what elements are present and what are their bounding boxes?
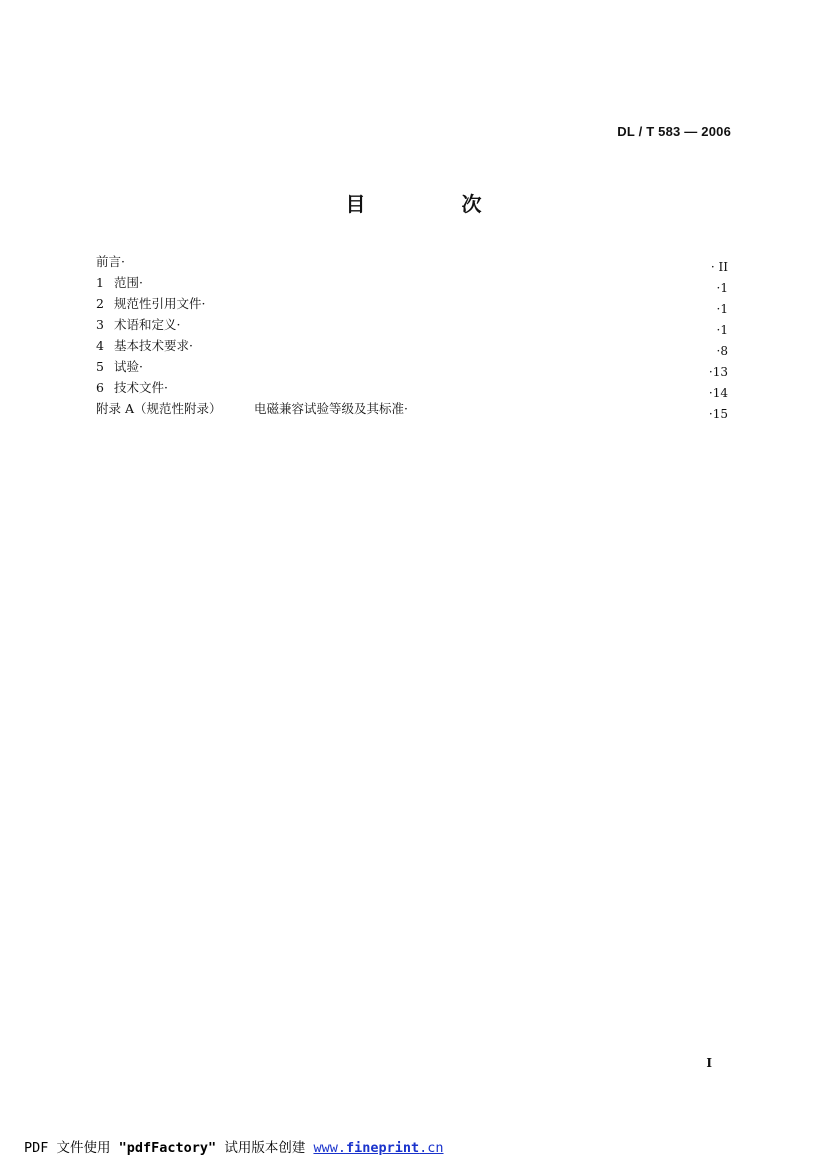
- toc-entry-number: 3: [96, 317, 104, 332]
- toc-entry-label: 1 范围·: [96, 275, 143, 290]
- fineprint-link[interactable]: www.fineprint.cn: [313, 1140, 444, 1156]
- toc-entry-scope[interactable]: [96, 275, 728, 296]
- footer-middle: 试用版本创建: [216, 1140, 314, 1156]
- toc-entry-terms-definitions[interactable]: [96, 317, 728, 338]
- toc-entry-page: ·8: [716, 344, 728, 358]
- toc-entry-technical-documents[interactable]: [96, 380, 728, 401]
- toc-entry-tests[interactable]: [96, 359, 728, 380]
- toc-entry-page: ·1: [716, 281, 728, 295]
- toc-entry-page: ·1: [716, 302, 728, 316]
- toc-entry-page: · II: [710, 260, 728, 274]
- page-number: I: [706, 1056, 712, 1070]
- toc-entry-number: 1: [96, 275, 104, 290]
- toc-entry-label: 5 试验·: [96, 359, 143, 374]
- toc-entry-basic-requirements[interactable]: [96, 338, 728, 359]
- toc-entry-number: 4: [96, 338, 104, 353]
- toc-entry-annex-a[interactable]: [96, 401, 728, 422]
- toc-entry-normative-references[interactable]: [96, 296, 728, 317]
- toc-entry-label: 2 规范性引用文件·: [96, 296, 206, 311]
- toc-entry-number: 5: [96, 359, 104, 374]
- toc-title: 目 次: [345, 192, 520, 216]
- toc-entry-page: ·15: [708, 407, 728, 421]
- toc-entry-number: 2: [96, 296, 104, 311]
- toc-entry-page: ·1: [716, 323, 728, 337]
- footer-prefix: PDF 文件使用: [24, 1140, 119, 1156]
- toc-entry-page: ·14: [708, 386, 728, 400]
- toc-list: [96, 254, 728, 422]
- toc-entry-label: 6 技术文件·: [96, 380, 168, 395]
- toc-annex-title: 电磁兼容试验等级及其标准·: [254, 401, 408, 416]
- pdf-factory-footer: [24, 1136, 444, 1156]
- footer-brand: "pdfFactory": [118, 1140, 217, 1156]
- toc-entry-label: 3 术语和定义·: [96, 317, 181, 332]
- toc-entry-label: 4 基本技术要求·: [96, 338, 193, 353]
- toc-annex-label: 附录 A（规范性附录）: [96, 401, 222, 416]
- toc-entry-number: 6: [96, 380, 104, 395]
- toc-entry-label: 前言·: [96, 254, 125, 269]
- toc-entry-foreword[interactable]: [96, 254, 728, 275]
- standard-number: DL / T 583 — 2006: [617, 124, 731, 139]
- toc-entry-page: ·13: [708, 365, 728, 379]
